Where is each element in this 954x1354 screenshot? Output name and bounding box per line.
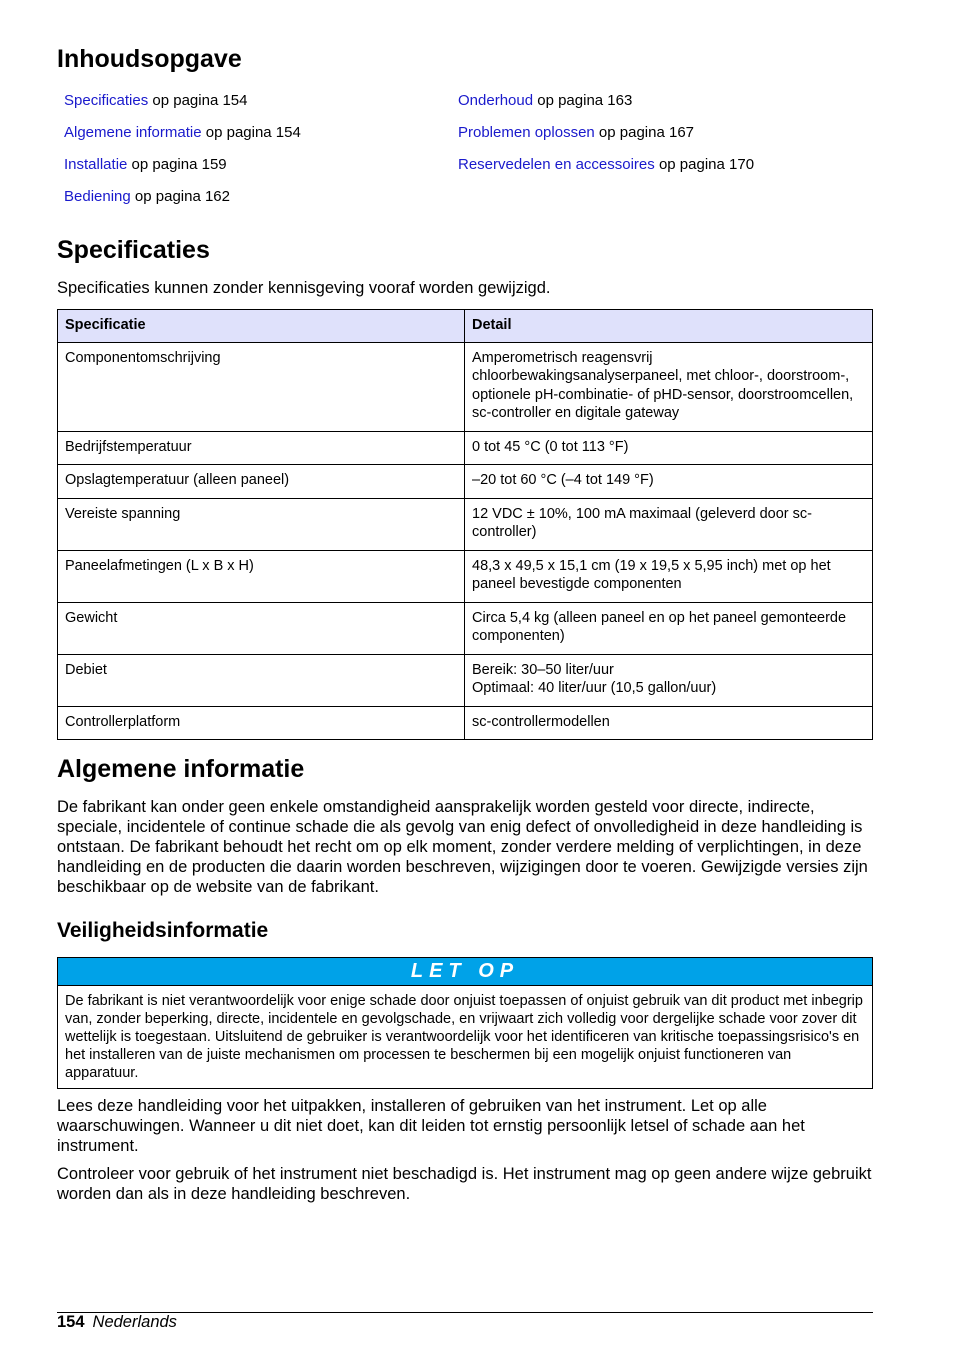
toc-page-ref: op pagina 170 — [654, 156, 755, 173]
safety-paragraph-1: Lees deze handleiding voor het uitpakken, installeren of gebruiken van het instrument. Let op alle waarschuwingen. Wanneer u dit niet doet, kan dit leiden tot ernstig persoonlijk letsel of schade aan het instrument. — [57, 1097, 805, 1155]
toc-item — [64, 90, 301, 122]
toc-page-ref: op pagina 162 — [130, 188, 230, 205]
notice-label: LET OP — [410, 960, 520, 982]
toc-item — [458, 154, 754, 186]
spec-detail: Amperometrisch reagensvrij chloorbewakingsanalyserpaneel, met chloor-, doorstroom-, optionele pH-combinatie- of pHD-sensor, doorstroomcellen, sc-controller en digitale gateway — [465, 342, 873, 431]
specs-table — [57, 309, 873, 740]
table-row — [58, 654, 873, 706]
table-row — [58, 550, 873, 602]
footer-language: Nederlands — [92, 1313, 177, 1331]
page-number: 154 — [57, 1313, 85, 1331]
spec-name: Opslagtemperatuur (alleen paneel) — [58, 465, 465, 499]
specs-intro: Specificaties kunnen zonder kennisgeving vooraf worden gewijzigd. — [57, 279, 551, 297]
notice-box — [57, 957, 873, 1089]
notice-text: De fabrikant is niet verantwoordelijk voor enige schade door onjuist toepassen of onjuist gebruik van dit product met inbegrip van, zonder beperking, directe, incidentele en gevolgschade, en vrijwaart zich volledig voor dergelijke schade voor zover dit wettelijk is toegestaan. Uitsluitend de gebruiker is verantwoordelijk voor het identificeren van kritische toepassingsrisico's en het installeren van de juiste mechanismen om processen te beschermen bij een mogelijk onjuist functioneren van apparatuur. — [65, 993, 863, 1081]
specs-title: Specificaties — [57, 236, 210, 264]
general-title: Algemene informatie — [57, 755, 305, 783]
toc-page-ref: op pagina 154 — [148, 92, 248, 109]
toc-page-ref: op pagina 167 — [594, 124, 695, 141]
spec-detail: 12 VDC ± 10%, 100 mA maximaal (geleverd door sc-controller) — [465, 498, 873, 550]
toc-link-installatie[interactable]: Installatie — [64, 156, 128, 173]
toc-link-reservedelen[interactable]: Reservedelen en accessoires — [458, 156, 655, 173]
toc-item — [64, 154, 301, 186]
table-row — [58, 498, 873, 550]
column-header-detail: Detail — [465, 310, 873, 343]
toc-link-algemene-informatie[interactable]: Algemene informatie — [64, 124, 202, 141]
table-row — [58, 706, 873, 740]
spec-detail: 48,3 x 49,5 x 15,1 cm (19 x 19,5 x 5,95 inch) met op het paneel bevestigde componenten — [465, 550, 873, 602]
safety-title: Veiligheidsinformatie — [57, 919, 269, 942]
spec-detail: 0 tot 45 °C (0 tot 113 °F) — [465, 431, 873, 465]
spec-name: Gewicht — [58, 602, 465, 654]
spec-name: Controllerplatform — [58, 706, 465, 740]
toc-item — [458, 90, 754, 122]
notice-header — [58, 958, 872, 986]
toc-link-onderhoud[interactable]: Onderhoud — [458, 92, 534, 109]
table-row — [58, 465, 873, 499]
toc-right-column — [458, 90, 754, 186]
toc-page-ref: op pagina 163 — [533, 92, 633, 109]
table-row — [58, 602, 873, 654]
spec-name: Vereiste spanning — [58, 498, 465, 550]
toc-link-specificaties[interactable]: Specificaties — [64, 92, 149, 109]
toc-link-problemen-oplossen[interactable]: Problemen oplossen — [458, 124, 595, 141]
spec-name: Paneelafmetingen (L x B x H) — [58, 550, 465, 602]
spec-detail: –20 tot 60 °C (–4 tot 149 °F) — [465, 465, 873, 499]
spec-detail: Circa 5,4 kg (alleen paneel en op het paneel gemonteerde componenten) — [465, 602, 873, 654]
toc-title: Inhoudsopgave — [57, 45, 242, 73]
spec-name: Componentomschrijving — [58, 342, 465, 431]
toc-item — [64, 186, 301, 218]
spec-detail: Bereik: 30–50 liter/uur Optimaal: 40 liter/uur (10,5 gallon/uur) — [465, 654, 873, 706]
safety-paragraph-2: Controleer voor gebruik of het instrument niet beschadigd is. Het instrument mag op geen andere wijze gebruikt worden dan als in deze handleiding beschreven. — [57, 1165, 872, 1203]
footer-divider — [57, 1312, 873, 1313]
toc-item — [458, 122, 754, 154]
column-header-specificatie: Specificatie — [58, 310, 465, 343]
toc-item — [64, 122, 301, 154]
spec-name: Debiet — [58, 654, 465, 706]
spec-name: Bedrijfstemperatuur — [58, 431, 465, 465]
toc-page-ref: op pagina 159 — [127, 156, 227, 173]
general-paragraph: De fabrikant kan onder geen enkele omstandigheid aansprakelijk worden gesteld voor directe, indirecte, speciale, incidentele of continue schade die als gevolg van enig defect of onvolledigheid in deze handleiding is ontstaan. De fabrikant behoudt het recht om op elk moment, zonder verdere melding of verplichtingen, in deze handleiding en de producten die daarin worden beschreven, wijzigingen door te voeren. Gewijzigde versies zijn beschikbaar op de website van de fabrikant. — [57, 798, 868, 896]
toc-page-ref: op pagina 154 — [201, 124, 301, 141]
table-row — [58, 342, 873, 431]
page-footer — [57, 1312, 177, 1332]
table-row — [58, 431, 873, 465]
spec-detail: sc-controllermodellen — [465, 706, 873, 740]
toc-link-bediening[interactable]: Bediening — [64, 188, 131, 205]
toc-left-column — [64, 90, 301, 218]
table-header-row — [58, 310, 873, 343]
